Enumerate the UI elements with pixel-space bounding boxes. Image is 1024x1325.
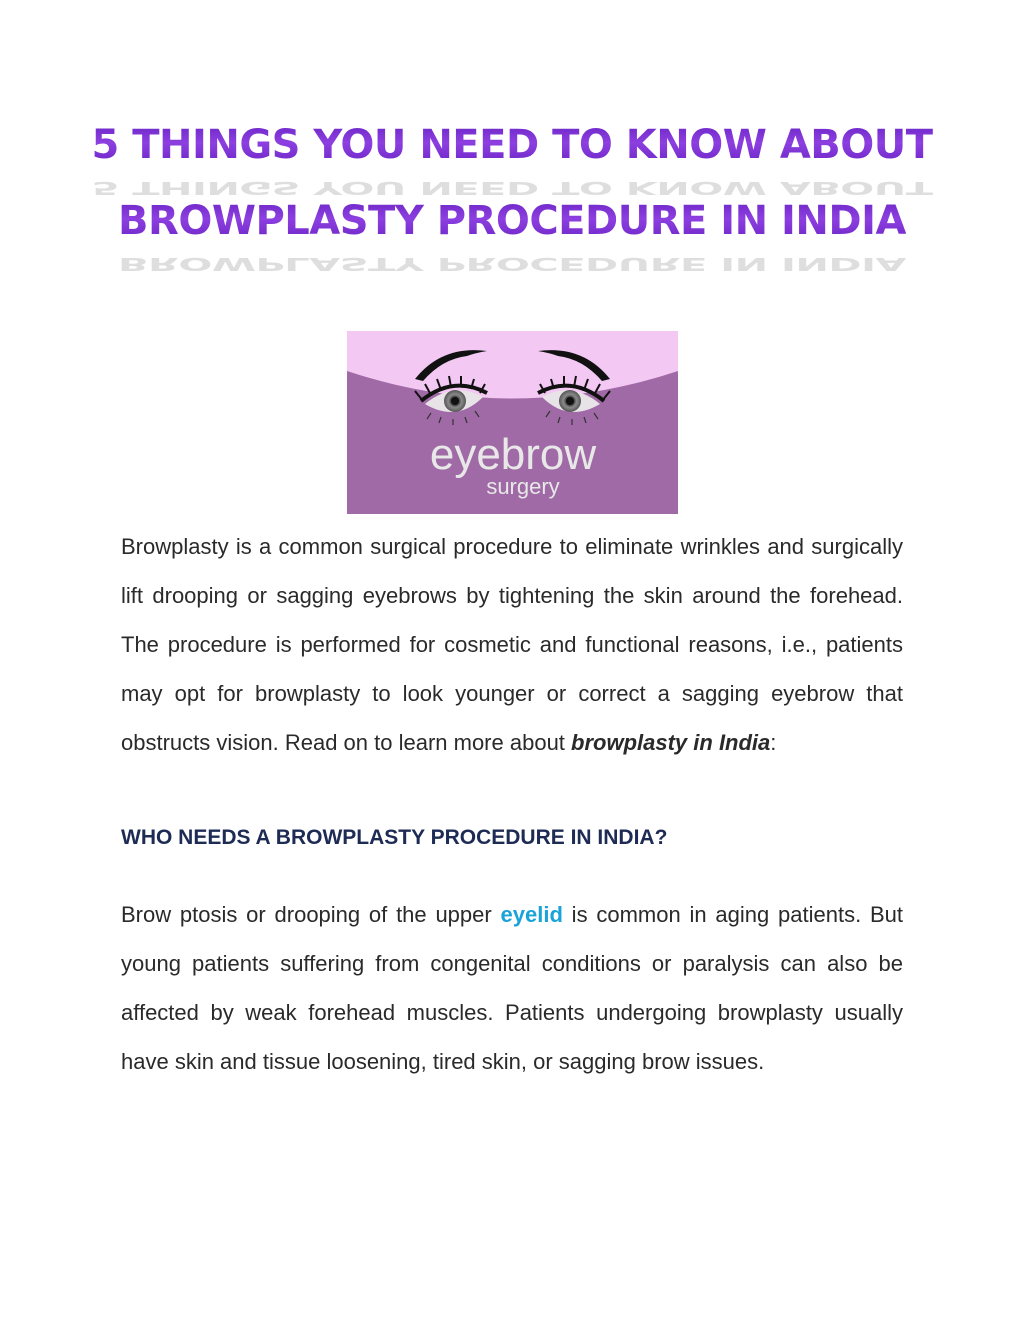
eyebrow-surgery-illustration (347, 331, 678, 514)
intro-colon: : (770, 730, 777, 755)
page-title-reflection-1: 5 THINGS YOU NEED TO KNOW ABOUT (91, 177, 933, 198)
logo-subword: surgery (486, 474, 560, 499)
page-title-line-2 (0, 198, 1024, 244)
section-text-start: Brow ptosis or drooping of the upper (121, 902, 501, 927)
page-title-text-1: 5 THINGS YOU NEED TO KNOW ABOUT (91, 122, 933, 168)
page-title-reflection-2: BROWPLASTY PROCEDURE IN INDIA (118, 253, 906, 274)
intro-emphasis: browplasty in India (571, 730, 771, 755)
eyelid-link[interactable]: eyelid (500, 902, 563, 927)
intro-text: Browplasty is a common surgical procedure to eliminate wrinkles and surgically lift drooping or sagging eyebrows by tightening the skin around the forehead. The procedure is performed for cosmetic and functional reasons, i.e., patients may opt for browplasty to look younger or correct a sagging eyebrow that obstructs vision. Read on to learn more about (121, 534, 903, 755)
logo-word: eyebrow (429, 430, 597, 479)
section-paragraph (121, 890, 903, 1086)
page-title-text-2: BROWPLASTY PROCEDURE IN INDIA (118, 198, 906, 244)
section-heading: WHO NEEDS A BROWPLASTY PROCEDURE IN INDIA? (121, 826, 668, 849)
section-text-end: is common in aging patients. But young patients suffering from congenital conditions or paralysis can also be affected by weak forehead muscles. Patients undergoing browplasty usually have skin and tissue loosening, tired skin, or sagging brow issues. (121, 902, 904, 1074)
eyebrow-surgery-image (347, 331, 678, 514)
intro-paragraph (121, 522, 903, 767)
page-title-line-1 (0, 122, 1024, 168)
